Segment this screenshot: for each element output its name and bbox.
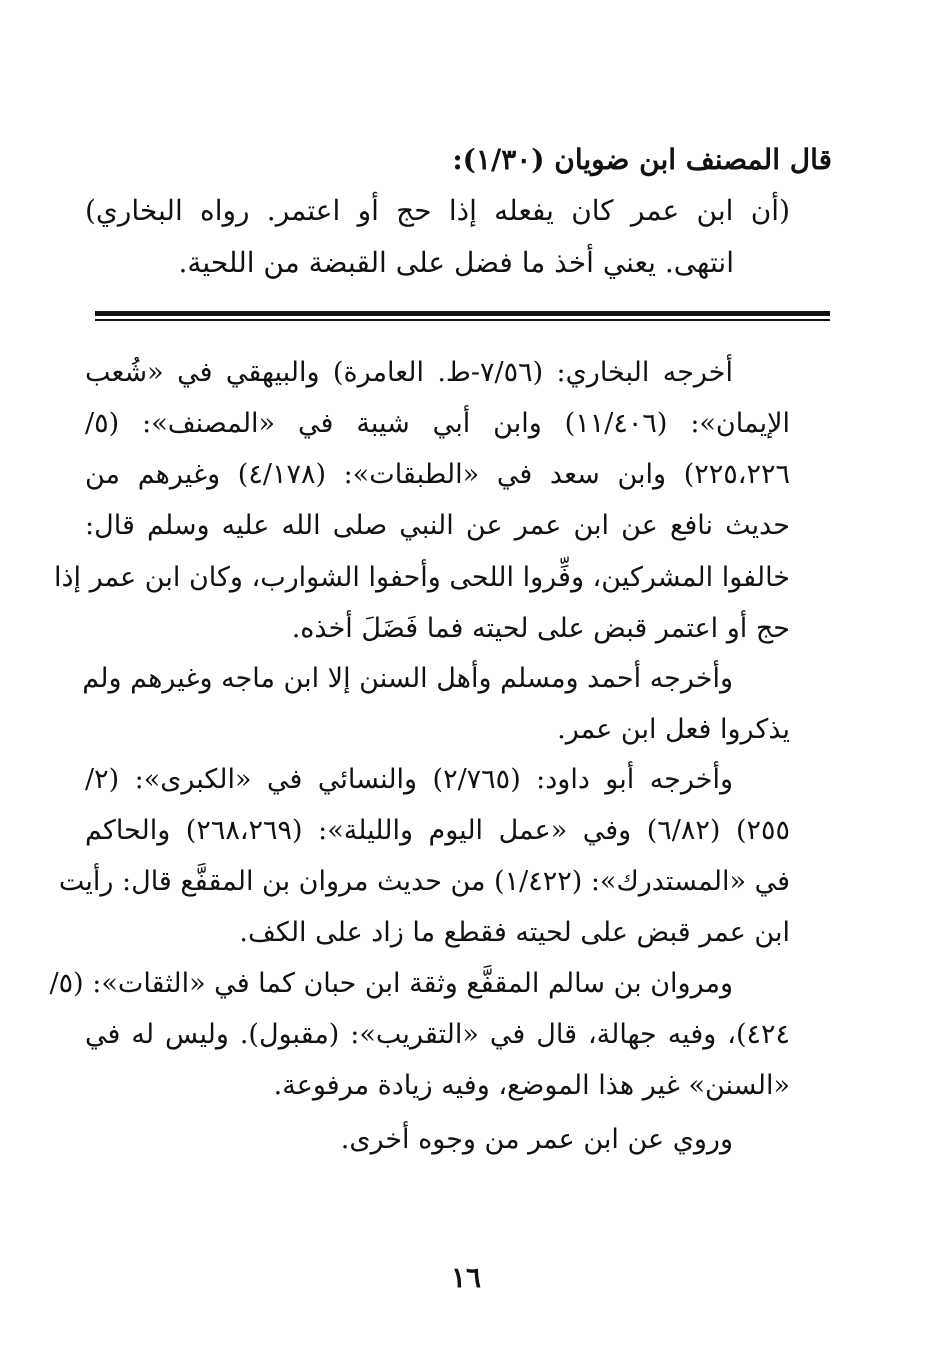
body-line-10: ٢٥٥) (٦/٨٢) وفي «عمل اليوم والليلة»: (٢٦٨،٢٦٩) والحاكم — [85, 815, 790, 846]
section-divider-thick — [95, 311, 830, 316]
body-line-7: وأخرجه أحمد ومسلم وأهل السنن إلا ابن ماجه وغيرهم ولم — [82, 663, 733, 694]
section-divider-thin — [95, 319, 830, 321]
body-line-14: ٤٢٤)، وفيه جهالة، قال في «التقريب»: (مقبول). وليس له في — [85, 1019, 790, 1050]
page-number: ١٦ — [450, 1261, 482, 1294]
quote-line-2: انتهى. يعني أخذ ما فضل على القبضة من اللحية. — [178, 246, 734, 279]
body-line-13: ومروان بن سالم المقفَّع وثقة ابن حبان كما في «الثقات»: (٥/ — [49, 968, 733, 999]
body-line-4: حديث نافع عن ابن عمر عن النبي صلى الله عليه وسلم قال: — [85, 510, 790, 541]
body-line-1: أخرجه البخاري: (٧/٥٦-ط. العامرة) والبيهقي في «شُعب — [85, 357, 733, 388]
body-line-11: في «المستدرك»: (١/٤٢٢) من حديث مروان بن المقفَّع قال: رأيت — [58, 866, 790, 897]
body-line-9: وأخرجه أبو داود: (٢/٧٦٥) والنسائي في «الكبرى»: (٢/ — [85, 764, 733, 795]
body-line-6: حج أو اعتمر قبض على لحيته فما فَضَلَ أخذه. — [291, 613, 790, 644]
body-line-3: ٢٢٥،٢٢٦) وابن سعد في «الطبقات»: (٤/١٧٨) وغيرهم من — [85, 459, 791, 490]
quote-line-1: (أن ابن عمر كان يفعله إذا حج أو اعتمر. رواه البخاري) — [85, 194, 790, 227]
body-line-15: «السنن» غير هذا الموضع، وفيه زيادة مرفوعة. — [273, 1070, 790, 1101]
body-line-2: الإيمان»: (١١/٤٠٦) وابن أبي شيبة في «المصنف»: (٥/ — [85, 408, 791, 439]
body-line-12: ابن عمر قبض على لحيته فقطع ما زاد على الكف. — [239, 917, 790, 948]
body-line-8: يذكروا فعل ابن عمر. — [557, 714, 790, 745]
body-line-16: وروي عن ابن عمر من وجوه أخرى. — [340, 1124, 733, 1155]
body-line-5: خالفوا المشركين، وفِّروا اللحى وأحفوا الشوارب، وكان ابن عمر إذا — [53, 562, 790, 593]
section-heading: قال المصنف ابن ضويان (١/٣٠): — [452, 143, 832, 176]
